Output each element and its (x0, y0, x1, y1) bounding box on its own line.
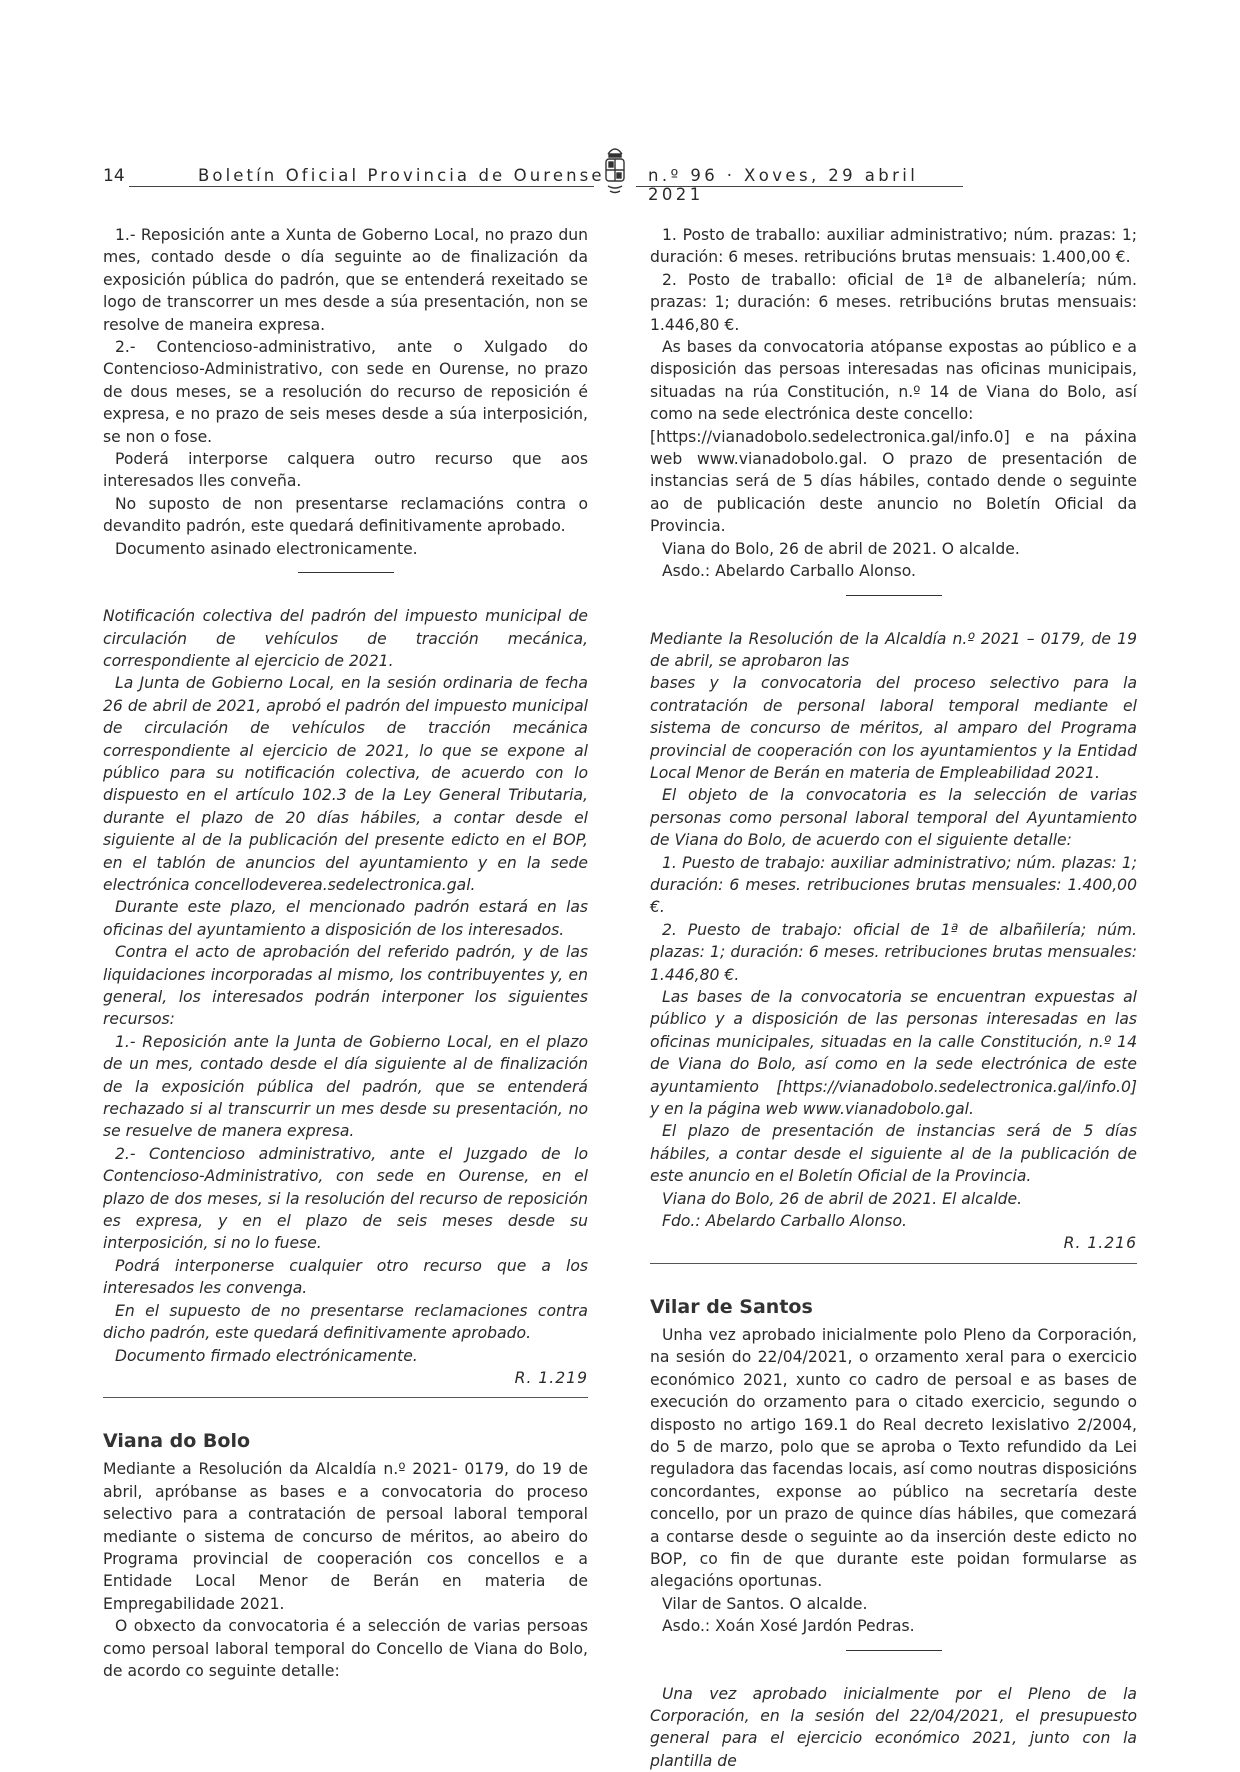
paragraph: Poderá interporse calquera outro recurso que aos interesados lles conveña. (103, 450, 588, 491)
short-divider (298, 572, 394, 573)
header-rule (636, 186, 963, 187)
paragraph: Contra el acto de aprobación del referido padrón, y de las liquidaciones incorporadas al mismo, los contribuyentes y, en general, los interesados podrán interponer los siguientes recursos: (103, 943, 588, 1029)
signature-name: Fdo.: Abelardo Carballo Alonso. (662, 1212, 907, 1231)
issue-date: n.º 96 · Xoves, 29 abril 2021 (648, 166, 919, 204)
section-divider (650, 1263, 1137, 1264)
announcement-viana-galician (103, 1458, 588, 1682)
page-header (103, 152, 963, 204)
section-heading-viana-do-bolo: Viana do Bolo (103, 1430, 251, 1453)
reference-number: R. 1.219 (514, 1368, 588, 1387)
paragraph: 2.- Contencioso-administrativo, ante o Xulgado do Contencioso-Administrativo, con sede en Ourense, no prazo de dous meses, se a resolución do recurso de reposición é expresa, e no prazo de seis meses desde a súa interposición, se non o fose. (103, 338, 588, 446)
short-divider (846, 1650, 942, 1651)
paragraph: La Junta de Gobierno Local, en la sesión ordinaria de fecha 26 de abril de 2021, aprobó el padrón del impuesto municipal de circulación de vehículos de tracción mecánica correspondiente al ejercicio de 2021, lo que se expone al público para su notificación colectiva, de acuerdo con lo dispuesto en el artículo 102.3 de la Ley General Tributaria, durante el plazo de 20 días hábiles, a contar desde el siguiente al de la publicación del presente edicto en el BOP, en el tablón de anuncios del ayuntamiento y en la sede electrónica concellodeverea.sedelectronica.gal. (103, 674, 588, 894)
section-heading-vilar-de-santos: Vilar de Santos (650, 1295, 813, 1318)
announcement-vilar-galician (650, 1324, 1137, 1638)
paragraph: 2. Posto de traballo: oficial de 1ª de albanelería; núm. prazas: 1; duración: 6 meses. retribucións brutas mensuais: 1.446,80 €. (650, 270, 1137, 334)
paragraph: Una vez aprobado inicialmente por el Pleno de la Corporación, en la sesión del 22/04/2021, el presupuesto general para el ejercicio económico 2021, junto con la plantilla de (650, 1684, 1137, 1770)
paragraph: Unha vez aprobado inicialmente polo Pleno da Corporación, na sesión do 22/04/2021, o orzamento xeral para o exercicio económico 2021, xunto co cadro de persoal e as bases de execución do orzamento para o citado exercicio, segundo o disposto no artigo 169.1 do Real decreto lexislativo 2/2004, do 5 de marzo, polo que se aproba o Texto refundido da Lei reguladora das facendas locais, así como noutras disposicións concordantes, exponse ao público na secretaría deste concello, por un prazo de quince días hábiles, que comezará a contarse desde o seguinte ao da inserción deste edicto no BOP, co fin de que durante este poidan formularse as alegacións oportunas. (650, 1325, 1137, 1591)
paragraph: 1.- Reposición ante a Xunta de Goberno Local, no prazo dun mes, contado desde o día seguinte ao de finalización da exposición pública do padrón, que se entenderá rexeitado se logo de transcorrer un mes desde a súa presentación, non se resolve de maneira expresa. (103, 226, 588, 334)
paragraph: O obxecto da convocatoria é a selección de varias persoas como persoal laboral temporal do Concello de Viana do Bolo, de acordo co seguinte detalle: (103, 1617, 588, 1680)
paragraph: Mediante a Resolución da Alcaldía n.º 2021- 0179, do 19 de abril, apróbanse as bases e a convocatoria do proceso selectivo para a contratación de persoal laboral temporal mediante o sistema de concurso de méritos, ao abeiro do Programa provincial de cooperación cos concellos e a Entidade Local Menor de Berán en materia de Empregabilidade 2021. (103, 1460, 588, 1613)
paragraph: 2.- Contencioso administrativo, ante el Juzgado de lo Contencioso-Administrativo, con sede en Ourense, en el plazo de dos meses, si la resolución del recurso de reposición es expresa, y en el plazo de seis meses desde su interposición, si no lo fuese. (103, 1144, 588, 1253)
paragraph: 2. Puesto de trabajo: oficial de 1ª de albañilería; núm. plazas: 1; duración: 6 meses. retribuciones brutas mensuales: 1.446,80 €. (650, 920, 1137, 984)
paragraph: El objeto de la convocatoria es la selección de varias personas como personal laboral temporal del Ayuntamiento de Viana do Bolo, de acuerdo con el siguiente detalle: (650, 786, 1137, 850)
signature-date: Vilar de Santos. O alcalde. (662, 1594, 868, 1613)
coat-of-arms-icon (600, 142, 630, 198)
paragraph: 1.- Reposición ante la Junta de Gobierno Local, en el plazo de un mes, contado desde el día siguiente al de finalización de la exposición pública del padrón, que se entenderá rechazado si al transcurrir un mes desde su presentación, no se resuelve de manera expresa. (103, 1032, 588, 1141)
paragraph: As bases da convocatoria atópanse expostas ao público e a disposición das persoas interesadas nas oficinas municipais, situadas na rúa Constitución, n.º 14 de Viana do Bolo, así como na sede electrónica deste concello: (650, 338, 1137, 424)
signature-date: Viana do Bolo, 26 de abril de 2021. El alcalde. (662, 1189, 1023, 1208)
paragraph: Podrá interponerse cualquier otro recurso que a los interesados les convenga. (103, 1256, 588, 1298)
paragraph: Durante este plazo, el mencionado padrón estará en las oficinas del ayuntamiento a disposición de los interesados. (103, 898, 588, 939)
reference-number: R. 1.216 (1063, 1234, 1137, 1253)
announcement-viana-spanish (650, 628, 1137, 1233)
announcement-spanish-padron (103, 605, 588, 1367)
paragraph: Documento firmado electrónicamente. (115, 1346, 418, 1365)
header-rule (129, 186, 594, 187)
right-column (650, 224, 1137, 1772)
announcement-viana-galician-cont (650, 224, 1137, 583)
signature-name: Asdo.: Abelardo Carballo Alonso. (662, 562, 916, 581)
announcement-galician-padron (103, 224, 588, 560)
section-divider (103, 1397, 588, 1398)
paragraph: No suposto de non presentarse reclamacións contra o devandito padrón, este quedará definitivamente aprobado. (103, 494, 588, 536)
left-column (103, 224, 588, 1682)
announcement-vilar-spanish (650, 1683, 1137, 1772)
paragraph: [https://vianadobolo.sedelectronica.gal/info.0] e na páxina web www.vianadobolo.gal. O prazo de presentación de instancias será de 5 días hábiles, contado dende o seguinte ao de publicación deste anuncio no Boletín Oficial da Provincia. (650, 427, 1137, 536)
paragraph: Mediante la Resolución de la Alcaldía n.º 2021 – 0179, de 19 de abril, se aprobaron las (650, 629, 1137, 670)
paragraph: 1. Puesto de trabajo: auxiliar administrativo; núm. plazas: 1; duración: 6 meses. retribuciones brutas mensuales: 1.400,00 €. (650, 853, 1137, 917)
paragraph: En el supuesto de no presentarse reclamaciones contra dicho padrón, este quedará definitivamente aprobado. (103, 1301, 588, 1343)
paragraph: Las bases de la convocatoria se encuentran expuestas al público y a disposición de las personas interesadas en las oficinas municipales, situadas en la calle Constitución, n.º 14 de Viana do Bolo, así como en la sede electrónica de este ayuntamiento [https://vianadobolo.sedelectronica.gal/info.0] y en la página web www.vianadobolo.gal. (650, 988, 1137, 1119)
paragraph: bases y la convocatoria del proceso selectivo para la contratación de personal laboral temporal mediante el sistema de concurso de méritos, al amparo del Programa provincial de cooperación con los ayuntamientos y la Entidad Local Menor de Berán en materia de Empleabilidad 2021. (650, 674, 1137, 782)
short-divider (846, 595, 942, 596)
paragraph: Documento asinado electronicamente. (115, 539, 418, 558)
paragraph: 1. Posto de traballo: auxiliar administrativo; núm. prazas: 1; duración: 6 meses. retribucións brutas mensuais: 1.400,00 €. (650, 226, 1137, 267)
signature-date: Viana do Bolo, 26 de abril de 2021. O alcalde. (662, 539, 1020, 558)
paragraph: El plazo de presentación de instancias será de 5 días hábiles, a contar desde el siguiente al de la publicación de este anuncio en el Boletín Oficial de la Provincia. (650, 1122, 1137, 1186)
signature-name: Asdo.: Xoán Xosé Jardón Pedras. (662, 1617, 915, 1636)
paragraph: Notificación colectiva del padrón del impuesto municipal de circulación de vehículos de tracción mecánica, correspondiente al ejercicio de 2021. (103, 607, 588, 670)
page-number: 14 (103, 166, 125, 186)
publication-title: Boletín Oficial Provincia de Ourense (198, 166, 605, 185)
